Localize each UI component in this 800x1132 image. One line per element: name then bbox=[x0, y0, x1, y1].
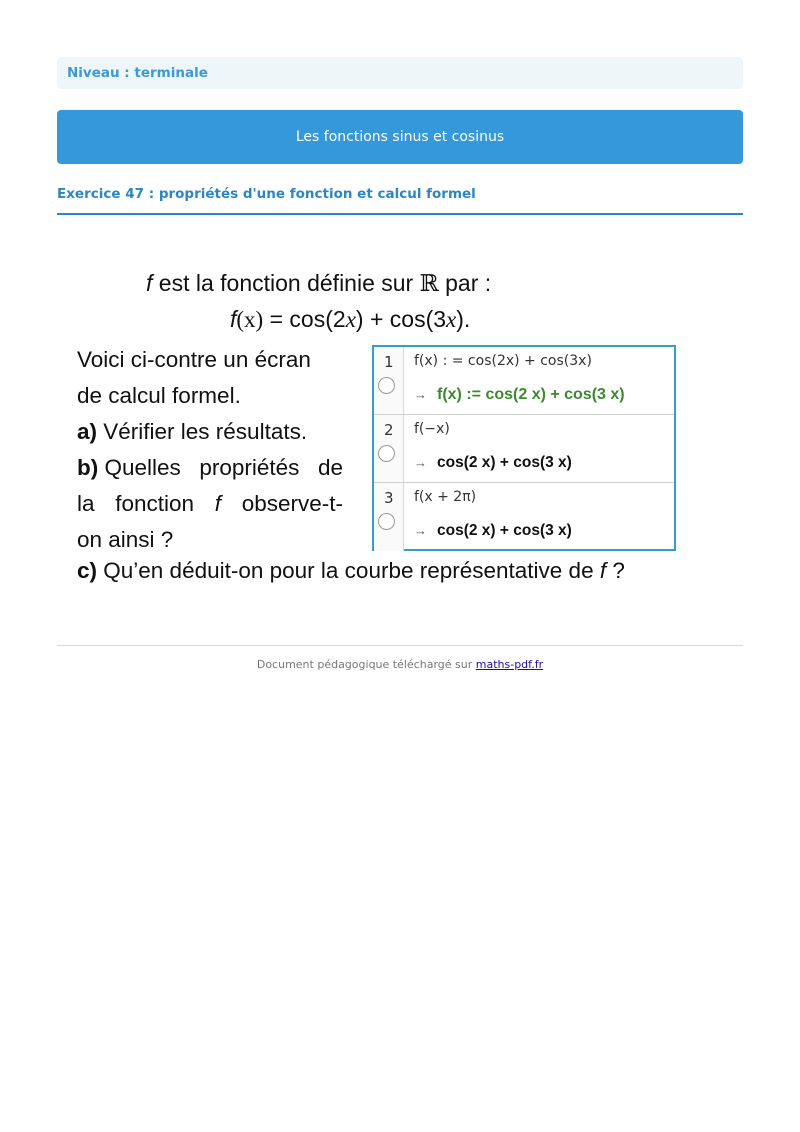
intro-line-2: de calcul formel. bbox=[77, 383, 241, 408]
cas-row-number: 2 bbox=[384, 421, 394, 439]
function-definition bbox=[146, 270, 491, 297]
question-b-label: b) bbox=[77, 455, 99, 480]
cas-gutter bbox=[374, 415, 404, 482]
cas-input[interactable]: f(x + 2π) bbox=[414, 489, 477, 505]
cas-output bbox=[414, 454, 572, 472]
question-b-var: f bbox=[214, 491, 221, 516]
definition-text: est la fonction définie sur bbox=[152, 270, 420, 296]
formula-x2: x bbox=[446, 307, 457, 332]
cas-screen bbox=[372, 345, 676, 551]
footer bbox=[57, 658, 743, 671]
level-label: Niveau : terminale bbox=[57, 57, 743, 89]
exercise-content bbox=[60, 262, 740, 602]
question-b-word: fonction bbox=[115, 491, 195, 516]
footer-divider bbox=[57, 645, 743, 646]
arrow-right-icon: → bbox=[414, 455, 427, 470]
arrow-right-icon: → bbox=[414, 523, 427, 538]
question-c bbox=[77, 558, 625, 584]
question-c-var: f bbox=[599, 558, 607, 583]
question-c-text: Qu’en déduit-on pour la courbe représentative de bbox=[97, 558, 600, 583]
formula-part-1: = cos(2 bbox=[263, 306, 346, 332]
cas-input[interactable]: f(x) : = cos(2x) + cos(3x) bbox=[414, 353, 592, 369]
formula-arg: (x) bbox=[236, 307, 264, 332]
cas-output bbox=[414, 522, 572, 540]
question-b-line-2 bbox=[77, 486, 343, 522]
function-formula bbox=[230, 306, 470, 333]
function-name: f bbox=[146, 270, 153, 296]
cas-row bbox=[374, 415, 674, 483]
cas-row-number: 1 bbox=[384, 353, 394, 371]
question-b-line-3: on ainsi ? bbox=[77, 527, 174, 552]
intro-line-1: Voici ci-contre un écran bbox=[77, 347, 311, 372]
cas-radio-icon[interactable] bbox=[378, 513, 395, 530]
formula-part-2: ) + cos(3 bbox=[355, 306, 447, 332]
footer-link[interactable]: maths-pdf.fr bbox=[475, 658, 544, 671]
cas-row bbox=[374, 483, 674, 551]
question-b-word: observe-t- bbox=[241, 491, 343, 516]
cas-gutter bbox=[374, 347, 404, 414]
question-a-label: a) bbox=[77, 419, 98, 444]
exercise-questions bbox=[77, 342, 343, 558]
cas-output bbox=[414, 386, 625, 404]
real-set: ℝ bbox=[419, 271, 439, 297]
question-c-end: ? bbox=[606, 558, 625, 583]
question-a-text: Vérifier les résultats. bbox=[97, 419, 308, 444]
question-b-word: propriétés bbox=[199, 455, 300, 480]
question-b-word: Quelles bbox=[104, 455, 181, 480]
question-c-label: c) bbox=[77, 558, 98, 583]
chapter-title: Les fonctions sinus et cosinus bbox=[57, 110, 743, 164]
cas-radio-icon[interactable] bbox=[378, 377, 395, 394]
formula-x1: x bbox=[345, 307, 356, 332]
question-b-word: la bbox=[77, 491, 95, 516]
exercise-title: Exercice 47 : propriétés d'une fonction et calcul formel bbox=[57, 186, 743, 215]
footer-text: Document pédagogique téléchargé sur bbox=[256, 658, 476, 671]
cas-row bbox=[374, 347, 674, 415]
cas-radio-icon[interactable] bbox=[378, 445, 395, 462]
cas-input[interactable]: f(−x) bbox=[414, 421, 450, 437]
question-a bbox=[77, 414, 343, 450]
question-b-line-1 bbox=[77, 450, 343, 486]
question-b-word: de bbox=[317, 455, 343, 480]
cas-output-text: f(x) := cos(2 x) + cos(3 x) bbox=[437, 386, 625, 403]
cas-gutter bbox=[374, 483, 404, 551]
cas-row-number: 3 bbox=[384, 489, 394, 507]
cas-output-text: cos(2 x) + cos(3 x) bbox=[437, 454, 572, 471]
formula-end: ). bbox=[456, 306, 471, 332]
definition-end: par : bbox=[438, 270, 492, 296]
formula-f: f bbox=[230, 306, 237, 332]
cas-output-text: cos(2 x) + cos(3 x) bbox=[437, 522, 572, 539]
arrow-right-icon: → bbox=[414, 387, 427, 402]
